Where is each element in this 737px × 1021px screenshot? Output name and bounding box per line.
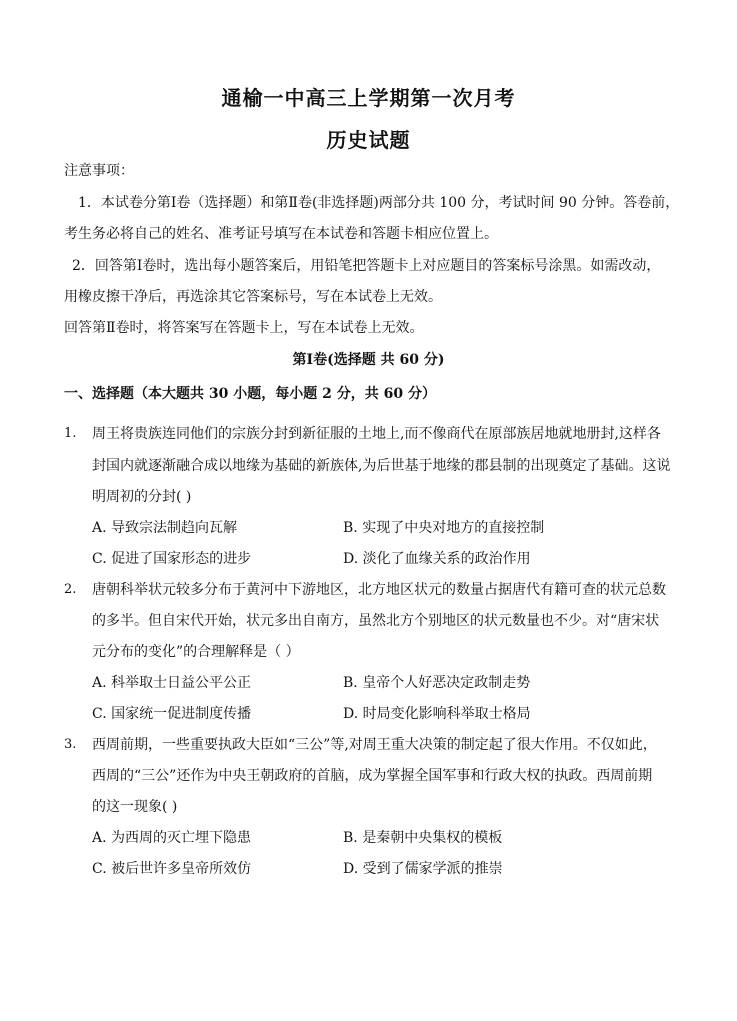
exam-title: 通榆一中高三上学期第一次月考 bbox=[221, 86, 516, 110]
option-c: C. 促进了国家形态的进步 bbox=[92, 551, 252, 567]
question-number: 1. bbox=[64, 426, 77, 441]
option-a: A. 导致宗法制趋向瓦解 bbox=[92, 520, 238, 536]
option-d: D. 时局变化影响科举取士格局 bbox=[343, 706, 531, 722]
option-d: D. 受到了儒家学派的推崇 bbox=[343, 861, 503, 877]
note-item-1-line-1: 1．本试卷分第Ⅰ卷（选择题）和第Ⅱ卷(非选择题)两部分共 100 分，考试时间 90 分钟。答卷前， bbox=[78, 195, 680, 211]
question-number: 3. bbox=[64, 737, 77, 752]
option-d: D. 淡化了血缘关系的政治作用 bbox=[343, 551, 531, 567]
option-a: A. 科举取士日益公平公正 bbox=[92, 675, 252, 691]
note-item-2-line-1: 2．回答第Ⅰ卷时，选出每小题答案后，用铅笔把答题卡上对应题目的答案标号涂黑。如需改动， bbox=[72, 258, 661, 274]
option-c: C. 国家统一促进制度传播 bbox=[92, 706, 252, 722]
notes-heading: 注意事项： bbox=[64, 163, 134, 179]
section-title: 第Ⅰ卷(选择题 共 60 分) bbox=[292, 352, 445, 368]
note-item-1-line-2: 考生务必将自己的姓名、准考证号填写在本试卷和答题卡相应位置上。 bbox=[64, 226, 498, 242]
option-a: A. 为西周的灭亡埋下隐患 bbox=[92, 830, 252, 846]
question-text-line: 元分布的变化”的合理解释是（ ） bbox=[92, 644, 300, 660]
question-text-line: 西周的“三公”还作为中央王朝政府的首脑，成为掌握全国军事和行政大权的执政。西周前期 bbox=[92, 768, 653, 784]
option-b: B. 皇帝个人好恶决定政制走势 bbox=[343, 675, 531, 691]
question-text-line: 的这一现象( ) bbox=[92, 799, 178, 815]
question-text-line: 周王将贵族连同他们的宗族分封到新征服的土地上,而不像商代在原部族居地就地册封,这样各 bbox=[92, 426, 661, 442]
question-text-line: 封国内就逐渐融合成以地缘为基础的新族体,为后世基于地缘的郡县制的出现奠定了基础。这说 bbox=[92, 458, 671, 474]
option-b: B. 实现了中央对地方的直接控制 bbox=[343, 520, 545, 536]
exam-subtitle: 历史试题 bbox=[326, 128, 411, 152]
question-text-line: 唐朝科举状元较多分布于黄河中下游地区，北方地区状元的数量占据唐代有籍可查的状元总数 bbox=[92, 582, 666, 598]
question-text-line: 明周初的分封( ) bbox=[92, 489, 192, 505]
option-c: C. 被后世许多皇帝所效仿 bbox=[92, 861, 252, 877]
question-text-line: 的多半。但自宋代开始，状元多出自南方，虽然北方个别地区的状元数量也不少。对“唐宋状 bbox=[92, 613, 660, 629]
question-text-line: 西周前期，一些重要执政大臣如“三公”等,对周王重大决策的制定起了很大作用。不仅如此， bbox=[92, 737, 657, 753]
option-b: B. 是秦朝中央集权的模板 bbox=[343, 830, 503, 846]
part-title: 一、选择题（本大题共 30 小题，每小题 2 分，共 60 分） bbox=[64, 386, 436, 402]
question-number: 2. bbox=[64, 582, 77, 597]
note-item-2-line-2: 用橡皮擦干净后，再选涂其它答案标号，写在本试卷上无效。 bbox=[64, 289, 442, 305]
note-item-3: 回答第Ⅱ卷时，将答案写在答题卡上，写在本试卷上无效。 bbox=[64, 320, 424, 336]
